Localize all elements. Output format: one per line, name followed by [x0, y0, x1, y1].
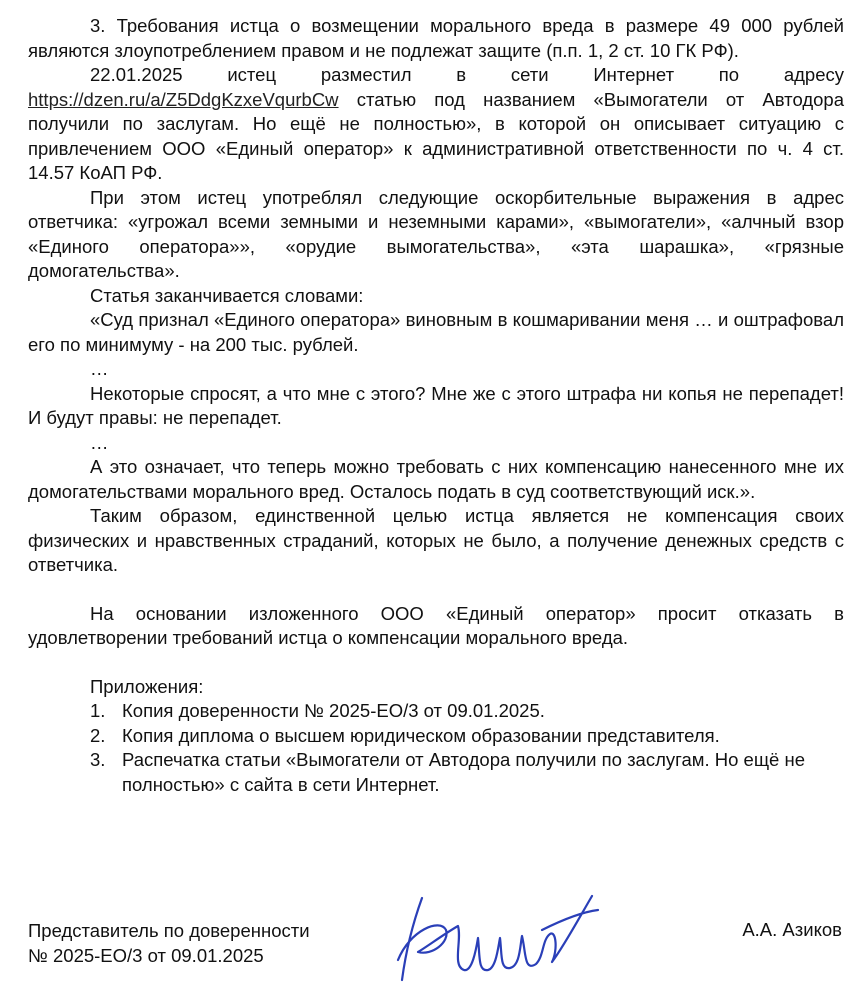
publication-text: статью под названием «Вымогатели от Автодора получили по заслугам. Но ещё не полностью», в которой он описывает ситуацию с привлечением ООО «Единый оператор» к административной ответственности по ч. 4 ст. 14.57 КоАП РФ.: [28, 88, 844, 183]
article-link[interactable]: https://dzen.ru/a/Z5DdgKzxeVqurbCw: [28, 88, 339, 110]
signer-name: А.А. Азиков: [742, 919, 842, 940]
paragraph-conclusion: Таким образом, единственной целью истца является не компенсация своих физических и нравственных страданий, которых не было, а получение денежных средств с ответчика.: [28, 505, 844, 575]
publication-date-text: 22.01.2025 истец разместил в сети Интернет по адресу: [90, 64, 844, 85]
document-body: [28, 14, 844, 797]
quote-part-1: «Суд признал «Единого оператора» виновным в кошмаривании меня … и оштрафовал его по минимуму - на 200 тыс. рублей.: [28, 309, 844, 355]
quote-ellipsis-1: …: [90, 358, 109, 379]
attachment-item: 2. Копия диплома о высшем юридическом образовании представителя.: [90, 724, 720, 746]
quote-part-3: А это означает, что теперь можно требовать с них компенсацию нанесенного мне их домогательствами морального вред. Осталось подать в суд соответствующий иск.».: [28, 456, 844, 502]
paragraph-point-3: 3. Требования истца о возмещении морального вреда в размере 49 000 рублей являются злоупотреблением правом и не подлежат защите (п.п. 1, 2 ст. 10 ГК РФ).: [28, 15, 844, 61]
paragraph-publication: [28, 63, 844, 186]
attachments-heading: Приложения:: [90, 675, 204, 697]
paragraph-insults: При этом истец употреблял следующие оскорбительные выражения в адрес ответчика: «угрожал всеми земными и неземными карами», «вымогатели», «алчный взор «Единого оператора»», «орудие вымогательства», «эта шарашка», «грязные домогательства».: [28, 186, 844, 281]
quote-part-2: Некоторые спросят, а что мне с этого? Мне же с этого штрафа ни копья не перепадет! И будут правы: не перепадет.: [28, 382, 844, 428]
attachments-list: [28, 699, 844, 797]
power-of-attorney-ref: № 2025-ЕО/3 от 09.01.2025: [28, 945, 264, 966]
handwritten-signature: [392, 890, 602, 986]
representative-title: Представитель по доверенности: [28, 920, 310, 941]
paragraph-article-ending: Статья заканчивается словами:: [90, 284, 364, 306]
quote-ellipsis-2: …: [90, 431, 109, 453]
attachment-item: 3. Распечатка статьи «Вымогатели от Автодора получили по заслугам. Но ещё не полностью» с сайта в сети Интернет.: [90, 749, 805, 795]
attachment-item: 1. Копия доверенности № 2025-ЕО/3 от 09.01.2025.: [90, 700, 545, 721]
representative-info: [28, 918, 310, 968]
paragraph-request: На основании изложенного ООО «Единый оператор» просит отказать в удовлетворении требований истца о компенсации морального вреда.: [28, 602, 844, 648]
